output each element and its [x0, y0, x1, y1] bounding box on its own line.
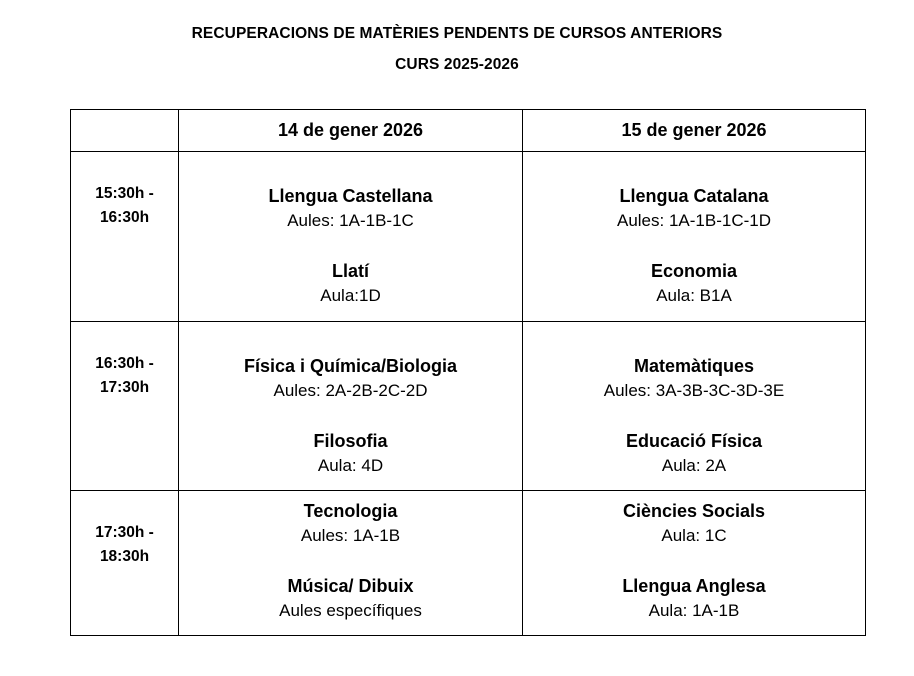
corner-cell — [71, 110, 179, 152]
time-cell — [71, 152, 179, 322]
time-end: 17:30h — [99, 379, 150, 396]
subject-name: Llatí — [331, 261, 369, 281]
exam-cell — [523, 152, 866, 322]
table-row — [71, 491, 866, 636]
time-start: 15:30h - — [95, 185, 154, 202]
table-row — [71, 152, 866, 322]
exam-cell — [179, 152, 523, 322]
time-end: 16:30h — [99, 209, 150, 226]
subject-name: Música/ Dibuix — [287, 576, 414, 596]
exam-cell — [179, 322, 523, 491]
room-info: Aula: 1A-1B — [648, 601, 740, 620]
table-row — [71, 322, 866, 491]
room-info: Aules: 1A-1B — [300, 526, 401, 545]
time-start: 16:30h - — [95, 355, 154, 372]
subject-name: Llengua Castellana — [268, 186, 433, 206]
room-info: Aula: 2A — [661, 456, 727, 475]
exam-schedule-table — [70, 109, 866, 636]
subject-name: Filosofia — [313, 431, 388, 451]
subject-name: Llengua Catalana — [619, 186, 769, 206]
day2-header: 15 de gener 2026 — [523, 110, 866, 152]
time-start: 17:30h - — [95, 524, 154, 541]
exam-cell — [523, 322, 866, 491]
subject-name: Educació Física — [625, 431, 763, 451]
room-info: Aules: 3A-3B-3C-3D-3E — [603, 381, 785, 400]
subject-name: Economia — [650, 261, 738, 281]
time-end: 18:30h — [99, 548, 150, 565]
room-info: Aules: 1A-1B-1C-1D — [616, 211, 771, 230]
time-cell — [71, 322, 179, 491]
room-info: Aula: 4D — [317, 456, 384, 475]
time-cell — [71, 491, 179, 636]
table-header-row — [71, 110, 866, 152]
room-info: Aula: B1A — [656, 286, 732, 305]
room-info: Aules específiques — [279, 601, 422, 620]
exam-cell — [523, 491, 866, 636]
exam-cell — [179, 491, 523, 636]
subject-name: Ciències Socials — [622, 501, 766, 521]
room-info: Aula: 1C — [661, 526, 727, 545]
document-title: RECUPERACIONS DE MATÈRIES PENDENTS DE CURSOS ANTERIORS — [191, 25, 723, 42]
room-info: Aula:1D — [320, 286, 381, 305]
subject-name: Llengua Anglesa — [622, 576, 766, 596]
room-info: Aules: 1A-1B-1C — [287, 211, 414, 230]
subject-name: Tecnologia — [303, 501, 398, 521]
subject-name: Física i Química/Biologia — [243, 356, 458, 376]
room-info: Aules: 2A-2B-2C-2D — [273, 381, 428, 400]
day1-header: 14 de gener 2026 — [179, 110, 523, 152]
subject-name: Matemàtiques — [633, 356, 755, 376]
document-subtitle: CURS 2025-2026 — [395, 56, 519, 73]
